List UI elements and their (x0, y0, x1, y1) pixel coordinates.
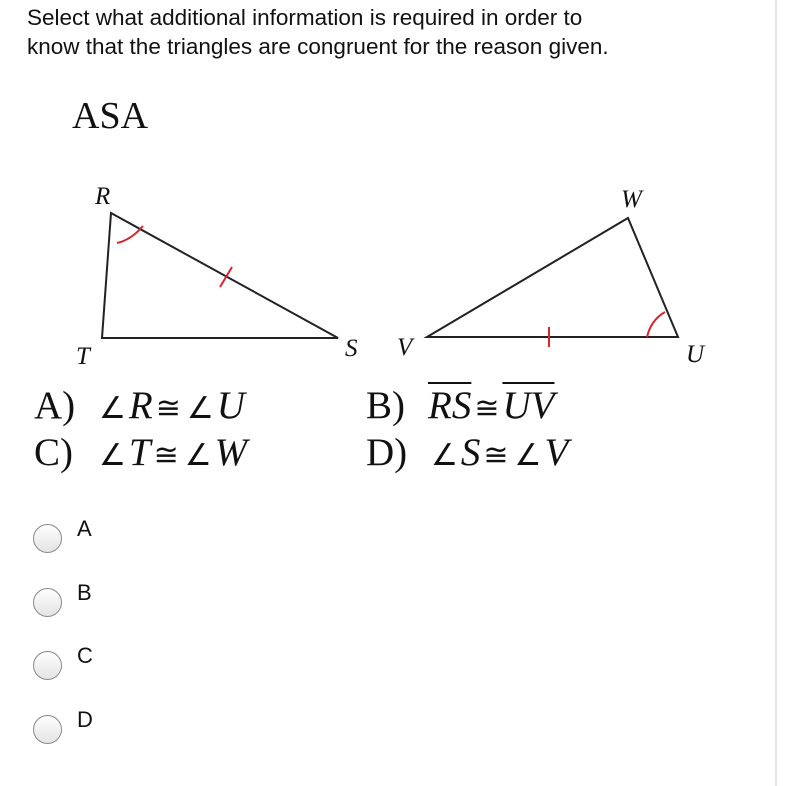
option-a[interactable] (33, 516, 333, 556)
vertex-w-label: W (621, 186, 642, 213)
vertex-t-label: T (76, 343, 90, 370)
congruent-symbol: ≅ (474, 392, 500, 425)
angle-symbol: ∠ (99, 392, 126, 425)
answer-c-left: T (128, 431, 151, 474)
answer-a-label: A) (34, 384, 76, 427)
congruent-symbol: ≅ (155, 392, 181, 425)
angle-symbol: ∠ (514, 439, 542, 472)
option-a-radio[interactable] (33, 524, 62, 553)
answer-a-left: R (128, 384, 153, 427)
triangle-vwu (427, 218, 678, 337)
answer-a (34, 384, 245, 431)
option-b[interactable] (33, 580, 333, 620)
question-line-2: know that the triangles are congruent for the reason given. (27, 34, 609, 59)
congruent-symbol: ≅ (483, 439, 509, 472)
answer-a-right: U (216, 384, 245, 427)
option-a-label: A (77, 516, 92, 541)
option-d-radio[interactable] (33, 715, 62, 744)
option-c-radio[interactable] (33, 651, 62, 680)
answer-d-right: V (544, 431, 569, 474)
option-d-label: D (77, 707, 93, 732)
option-b-label: B (77, 580, 92, 605)
question-line-1: Select what additional information is required in order to (27, 5, 583, 30)
answer-c-right: W (214, 431, 248, 474)
side-rs-tick (220, 267, 232, 287)
answer-b (366, 384, 554, 431)
angle-symbol: ∠ (431, 439, 458, 472)
option-c[interactable] (33, 643, 333, 683)
answer-b-right: $\overline{UV}$ (502, 384, 555, 427)
answer-c-label: C) (34, 431, 73, 474)
angle-symbol: ∠ (99, 439, 126, 472)
vertex-v-label: V (397, 334, 413, 361)
option-c-label: C (77, 643, 93, 668)
answer-d (366, 431, 568, 478)
congruent-symbol: ≅ (153, 439, 179, 472)
answer-b-label: B) (366, 384, 405, 427)
reason-label: ASA (72, 95, 149, 137)
answer-d-left: S (460, 431, 481, 474)
option-d[interactable] (33, 707, 333, 747)
angle-u-mark (647, 312, 665, 337)
vertex-u-label: U (686, 341, 705, 368)
angle-symbol: ∠ (186, 392, 214, 425)
answer-c (34, 431, 247, 478)
angle-symbol: ∠ (184, 439, 212, 472)
answer-d-label: D) (366, 431, 408, 474)
option-b-radio[interactable] (33, 588, 62, 617)
vertex-s-label: S (345, 335, 358, 362)
vertex-r-label: R (95, 183, 111, 210)
answer-b-left: $\overline{RS}$ (428, 384, 472, 427)
